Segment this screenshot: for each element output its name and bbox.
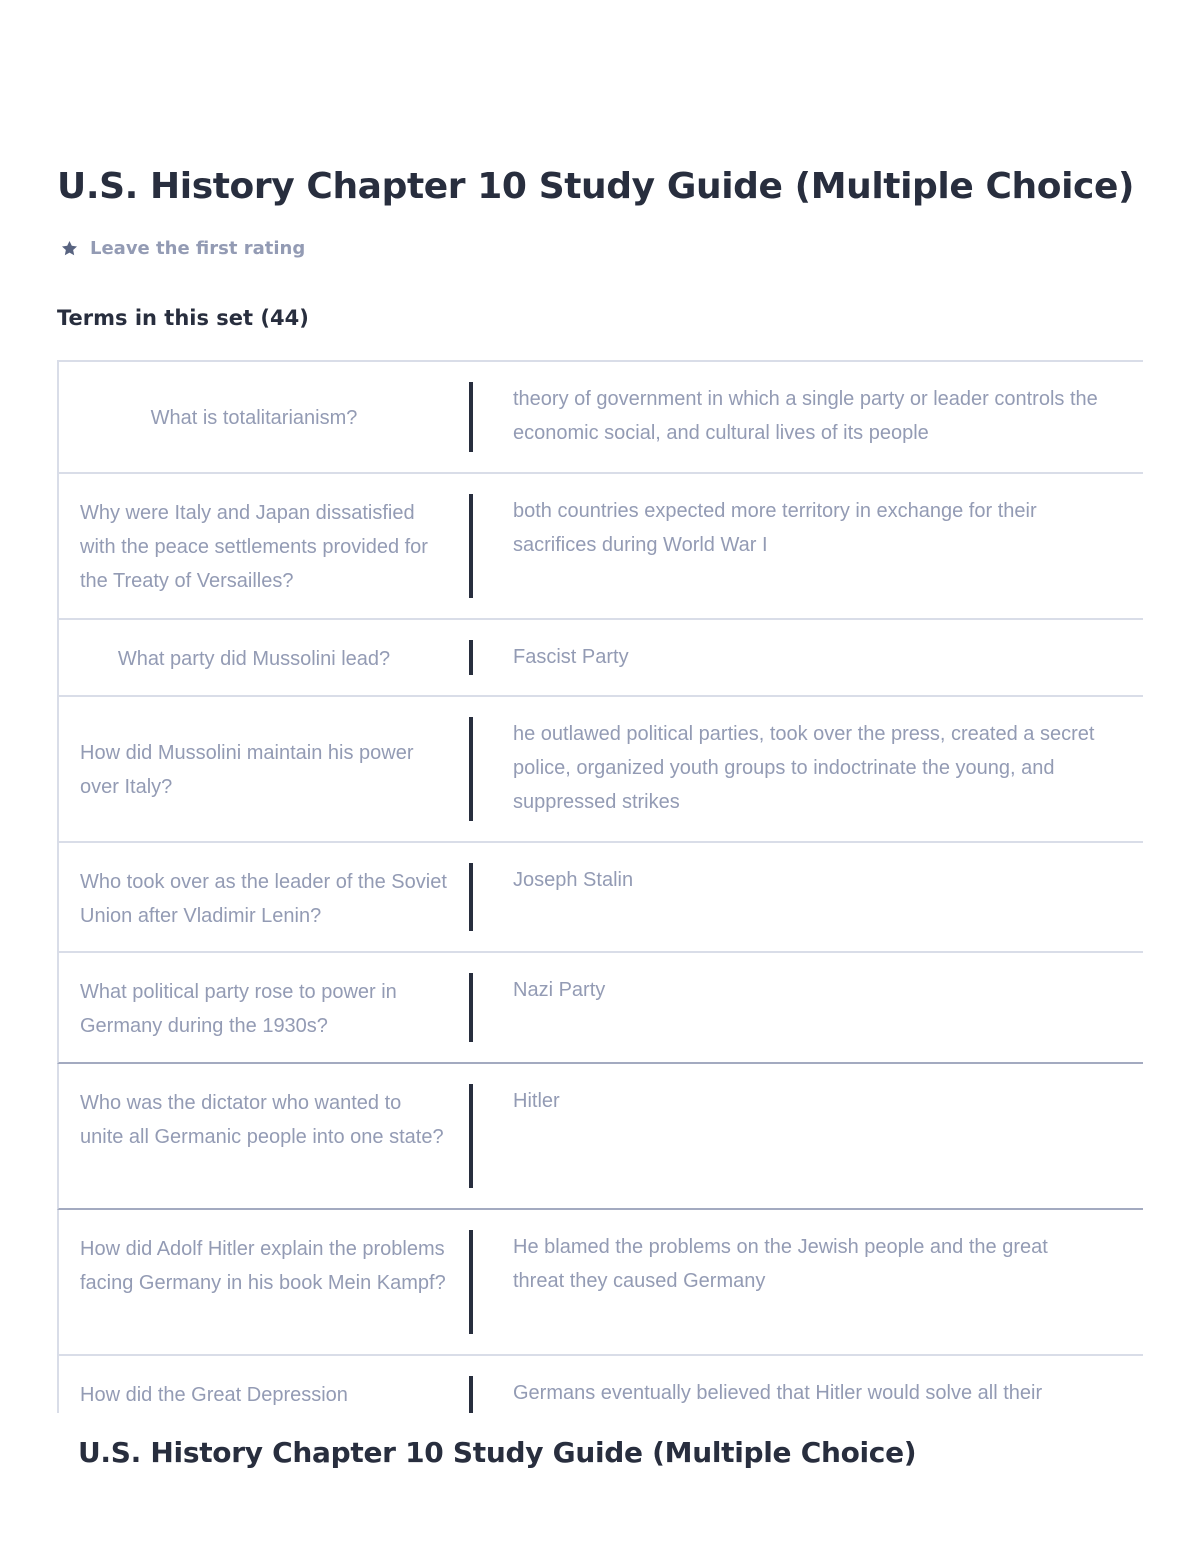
definition-text: Joseph Stalin [513,869,634,891]
term-text: Who took over as the leader of the Soviet Union after Vladimir Lenin? [80,871,447,927]
row-divider [469,1230,473,1334]
row-divider [469,382,473,452]
row-divider [469,863,473,931]
table-row [57,1210,1143,1356]
rating-text: Leave the first rating [90,238,306,259]
term-text: How did Adolf Hitler explain the problems facing Germany in his book Mein Kampf? [80,1238,446,1294]
row-divider [469,1376,473,1413]
definition-text: Hitler [513,1090,560,1112]
term-text: How did the Great Depression [80,1384,348,1406]
term-text: Why were Italy and Japan dissatisfied with the peace settlements provided for the Treaty of Versailles? [80,502,428,592]
definition-text: theory of government in which a single party or leader controls the economic social, and cultural lives of its people [513,388,1098,444]
row-divider [469,973,473,1042]
terms-heading: Terms in this set (44) [57,306,309,330]
definition-text: both countries expected more territory in exchange for their sacrifices during World War I [513,500,1037,556]
term-text: What is totalitarianism? [150,407,358,429]
terms-table [57,360,1143,1413]
definition-text: he outlawed political parties, took over the press, created a secret police, organized youth groups to indoctrinate the young, and suppressed strikes [513,723,1095,813]
table-row [57,1064,1143,1210]
table-row [57,953,1143,1064]
term-text: How did Mussolini maintain his power over Italy? [80,742,414,798]
table-row [57,1356,1143,1413]
row-divider [469,1084,473,1188]
footer-title: U.S. History Chapter 10 Study Guide (Multiple Choice) [78,1436,917,1469]
term-text: What political party rose to power in Germany during the 1930s? [80,981,397,1037]
page-title: U.S. History Chapter 10 Study Guide (Multiple Choice) [57,166,1135,207]
table-row [57,697,1143,843]
star-icon [60,239,79,258]
table-row [57,362,1143,474]
term-text: Who was the dictator who wanted to unite all Germanic people into one state? [80,1092,444,1148]
term-text: What party did Mussolini lead? [117,647,391,670]
definition-text: Nazi Party [513,979,606,1001]
row-divider [469,494,473,598]
definition-text: Fascist Party [513,646,629,668]
table-row [57,843,1143,953]
table-row [57,620,1143,697]
row-divider [469,717,473,821]
row-divider [469,640,473,675]
definition-text: Germans eventually believed that Hitler would solve all their [513,1382,1043,1404]
table-row [57,474,1143,620]
definition-text: He blamed the problems on the Jewish people and the great threat they caused Germany [513,1236,1048,1292]
rating[interactable] [60,238,305,259]
terms-table-viewport [57,360,1143,1413]
